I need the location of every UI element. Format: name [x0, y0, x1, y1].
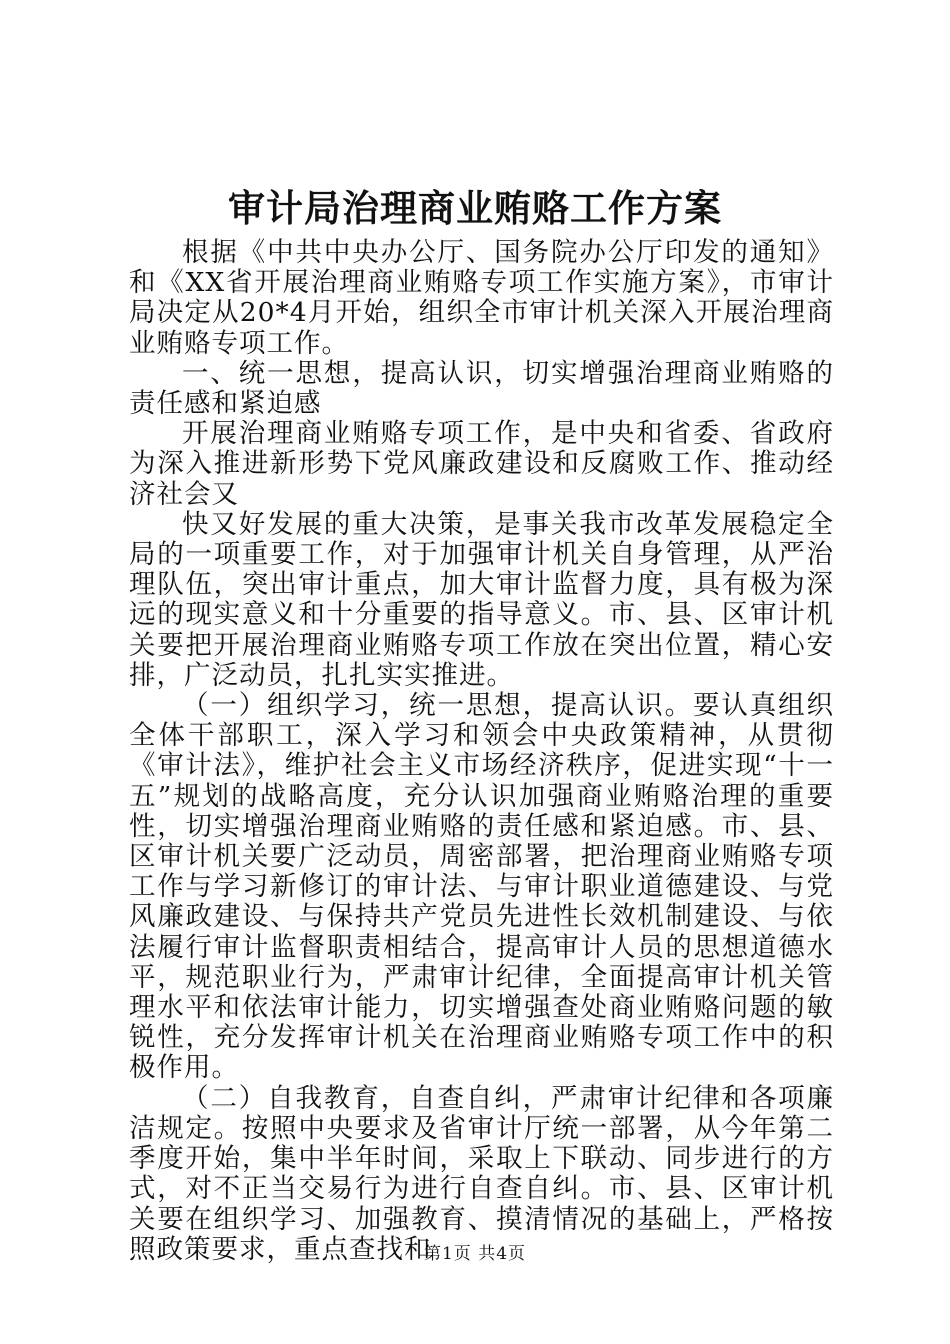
- paragraph-section-heading: 一、统一思想，提高认识，切实增强治理商业贿赂的责任感和紧迫感: [129, 357, 834, 420]
- document-title: 审计局治理商业贿赂工作方案: [228, 186, 722, 230]
- paragraph-significance-part2: 快又好发展的重大决策，是事关我市改革发展稳定全局的一项重要工作，对于加强审计机关自身管理，从严治理队伍，突出审计重点，加大审计监督力度，具有极为深远的现实意义和十分重要的指导意义。市、县、区审计机关要把开展治理商业贿赂专项工作放在突出位置，精心安排，广泛动员，扎扎实实推进。: [129, 508, 834, 691]
- document-body: [129, 238, 834, 1265]
- page-indicator: 第1页 共4页: [423, 1244, 527, 1264]
- paragraph-item-one: （一）组织学习，统一思想，提高认识。要认真组织全体干部职工，深入学习和领会中央政策精神，从贯彻《审计法》，维护社会主义市场经济秩序，促进实现“十一五”规划的战略高度，充分认识加强商业贿赂治理的重要性，切实增强治理商业贿赂的责任感和紧迫感。市、县、区审计机关要广泛动员，周密部署，把治理商业贿赂专项工作与学习新修订的审计法、与审计职业道德建设、与党风廉政建设、与保持共产党员先进性长效机制建设、与依法履行审计监督职责相结合，提高审计人员的思想道德水平，规范职业行为，严肃审计纪律，全面提高审计机关管理水平和依法审计能力，切实增强查处商业贿赂问题的敏锐性，充分发挥审计机关在治理商业贿赂专项工作中的积极作用。: [129, 690, 834, 1084]
- paragraph-intro: 根据《中共中央办公厅、国务院办公厅印发的通知》和《XX省开展治理商业贿赂专项工作实施方案》，市审计局决定从20*4月开始，组织全市审计机关深入开展治理商业贿赂专项工作。: [129, 237, 834, 359]
- paragraph-significance-part1: 开展治理商业贿赂专项工作，是中央和省委、省政府为深入推进新形势下党风廉政建设和反腐败工作、推动经济社会又: [129, 418, 834, 510]
- paragraph-item-two: （二）自我教育，自查自纠，严肃审计纪律和各项廉洁规定。按照中央要求及省审计厅统一部署，从今年第二季度开始，集中半年时间，采取上下联动、同步进行的方式，对不正当交易行为进行自查自纠。市、县、区审计机关要在组织学习、加强教育、摸清情况的基础上，严格按照政策要求，重点查找和: [129, 1082, 834, 1265]
